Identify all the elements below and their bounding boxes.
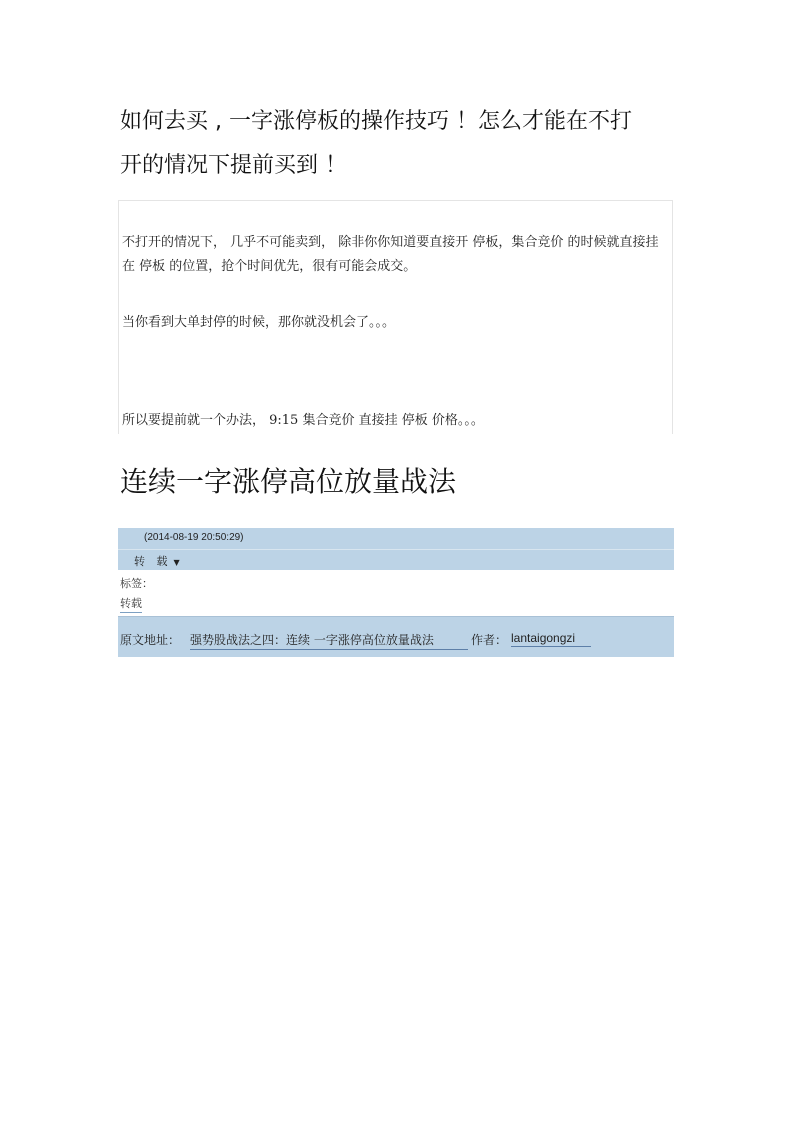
chevron-down-icon: ▼	[173, 558, 180, 567]
source-link[interactable]: 强势股战法之四：连续 一字涨停高位放量战法	[190, 631, 468, 650]
meta-divider	[118, 549, 674, 550]
tag-link[interactable]: 转载	[120, 595, 142, 613]
article-title: 连续一字涨停高位放量战法	[120, 465, 457, 498]
source-label: 原文地址：	[120, 633, 181, 647]
question-title-line1: 如何去买 , 一字涨停板的操作技巧 ！怎么才能在不打	[120, 109, 632, 134]
question-title-line2: 开的情况下提前买到 ！	[120, 153, 347, 178]
question-title	[120, 100, 680, 188]
repost-button[interactable]	[134, 553, 180, 569]
article-date: (2014-08-19 20:50:29)	[144, 532, 244, 543]
article-meta-bar	[118, 528, 674, 570]
answer-paragraph-2: 当你看到大单封停的时候，那你就没机会了。。。	[122, 315, 396, 330]
tags-label: 标签：	[120, 577, 153, 590]
author-label: 作者：	[471, 633, 508, 647]
author-link[interactable]: lantaigongzi	[511, 631, 591, 647]
answer-paragraph-3: 所以要提前就一个办法， 9:15 集合竞价 直接挂 停板 价格。。。	[122, 413, 484, 428]
answer-paragraph-1: 不打开的情况下， 几乎不可能卖到， 除非你你知道要直接开 停板，集合竞价 的时候就直接挂在 停板 的位置，抢个时间优先，很有可能会成交。	[122, 235, 659, 274]
source-bar	[118, 616, 674, 657]
answer-box	[118, 200, 673, 434]
repost-label: 转 载	[134, 555, 172, 568]
